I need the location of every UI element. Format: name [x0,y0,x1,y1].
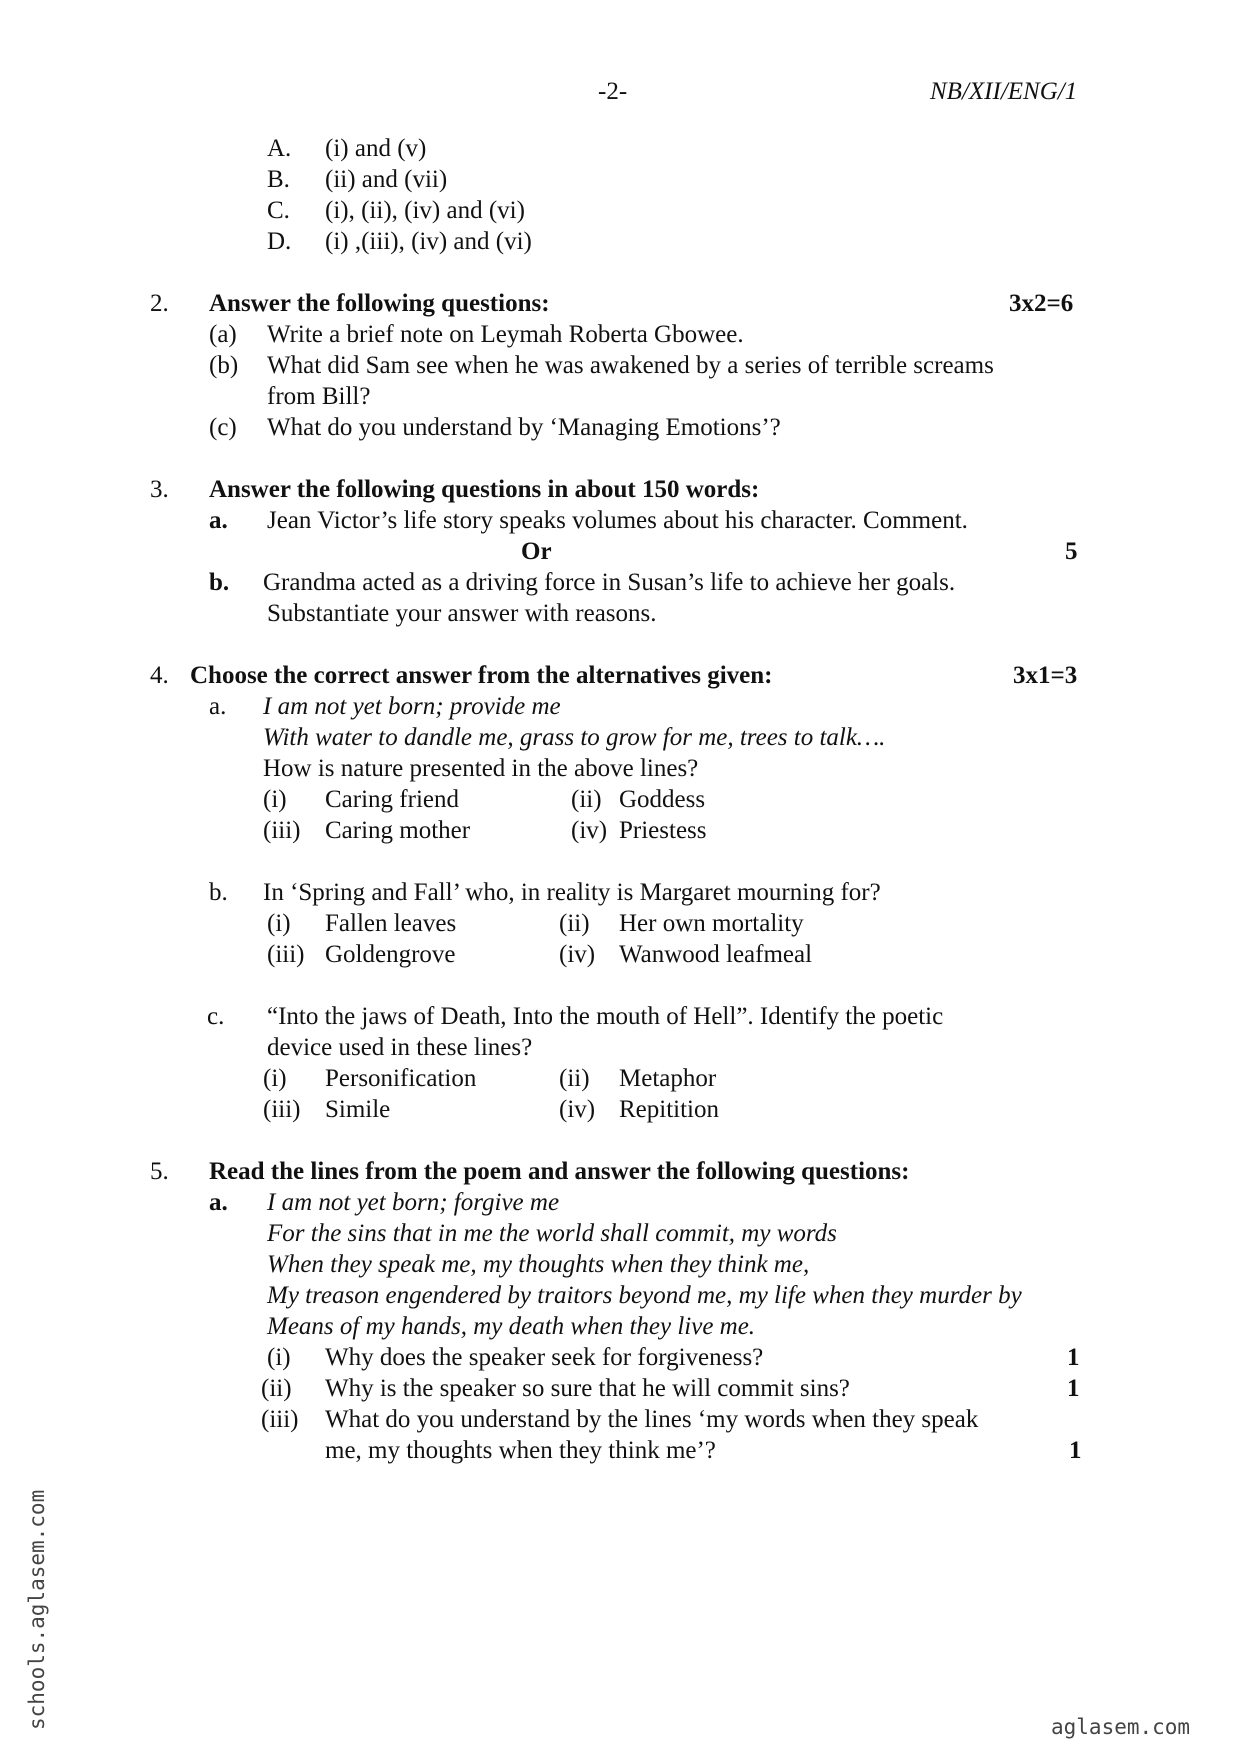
q5-poem-line: For the sins that in me the world shall commit, my words [267,1220,837,1247]
q4c-option-num: (iii) [263,1096,301,1123]
q1-option-letter: A. [267,135,292,162]
q4-marks: 3x1=3 [1013,662,1078,689]
q3-marks: 5 [1065,538,1078,565]
q3-b-label: b. [209,569,230,596]
q2-item-text-cont: from Bill? [267,383,371,410]
q5-heading: Read the lines from the poem and answer the following questions: [209,1158,910,1185]
q4c-option-num: (i) [263,1065,287,1092]
q3-a-text: Jean Victor’s life story speaks volumes about his character. Comment. [267,507,968,534]
q4c-option-num: (iv) [559,1096,596,1123]
q5-sub-text: Why is the speaker so sure that he will commit sins? [325,1375,850,1402]
q4c-question-cont: device used in these lines? [267,1034,533,1061]
q4c-question: “Into the jaws of Death, Into the mouth of Hell”. Identify the poetic [267,1003,944,1030]
q2-item-text: What do you understand by ‘Managing Emotions’? [267,414,781,441]
q5-a-label: a. [209,1189,228,1216]
q4b-option-text: Her own mortality [619,910,804,937]
q4b-question: In ‘Spring and Fall’ who, in reality is Margaret mourning for? [263,879,881,906]
q4a-option-num: (i) [263,786,287,813]
q2-item-label: (a) [209,321,237,348]
q5-sub-text-cont: me, my thoughts when they think me’? [325,1437,716,1464]
q4c-option-text: Simile [325,1096,391,1123]
q1-option-text: (i) and (v) [325,135,427,162]
q2-marks: 3x2=6 [1009,290,1074,317]
q5-poem-line: My treason engendered by traitors beyond me, my life when they murder by [267,1282,1022,1309]
q4a-option-num: (iii) [263,817,301,844]
q1-option-text: (i), (ii), (iv) and (vi) [325,197,525,224]
paper-code: NB/XII/ENG/1 [930,78,1078,105]
q5-number: 5. [150,1158,169,1185]
q4a-question: How is nature presented in the above lines? [263,755,699,782]
q4-number: 4. [150,662,169,689]
q2-item-text: What did Sam see when he was awakened by a series of terrible screams [267,352,994,379]
q5-poem-line: When they speak me, my thoughts when they think me, [267,1251,810,1278]
q4c-option-num: (ii) [559,1065,590,1092]
q4a-option-text: Caring friend [325,786,459,813]
q2-number: 2. [150,290,169,317]
q1-option-text: (ii) and (vii) [325,166,448,193]
q4c-option-text: Metaphor [619,1065,717,1092]
q5-sub-text: Why does the speaker seek for forgiveness? [325,1344,764,1371]
q3-number: 3. [150,476,169,503]
q2-item-label: (b) [209,352,239,379]
q3-b-text: Grandma acted as a driving force in Susan’s life to achieve her goals. [263,569,956,596]
q4c-option-text: Repitition [619,1096,719,1123]
q2-heading: Answer the following questions: [209,290,550,317]
q4a-label: a. [209,693,227,720]
q4b-option-text: Wanwood leafmeal [619,941,813,968]
q4-heading: Choose the correct answer from the alternatives given: [190,662,773,689]
q4a-option-num: (ii) [571,786,602,813]
q4b-option-text: Goldengrove [325,941,456,968]
q4b-option-num: (iv) [559,941,596,968]
q5-sub-marks: 1 [1067,1344,1080,1371]
q4c-option-text: Personification [325,1065,477,1092]
q4b-option-num: (iii) [267,941,305,968]
q4a-option-text: Goddess [619,786,706,813]
q4b-label: b. [209,879,228,906]
q3-or: Or [521,538,552,565]
q4a-option-text: Priestess [619,817,707,844]
side-watermark: schools.aglasem.com [25,1489,49,1730]
q4b-option-num: (i) [267,910,291,937]
q4a-option-num: (iv) [571,817,608,844]
q5-sub-text: What do you understand by the lines ‘my words when they speak [325,1406,979,1433]
q3-heading: Answer the following questions in about 150 words: [209,476,760,503]
q2-item-text: Write a brief note on Leymah Roberta Gbowee. [267,321,744,348]
q5-sub-marks: 1 [1067,1375,1080,1402]
q5-sub-num: (iii) [261,1406,299,1433]
q5-sub-marks: 1 [1069,1437,1082,1464]
q4a-option-text: Caring mother [325,817,471,844]
q4b-option-text: Fallen leaves [325,910,457,937]
footer-watermark: aglasem.com [1051,1715,1191,1739]
q3-a-label: a. [209,507,228,534]
q2-item-label: (c) [209,414,237,441]
q4b-option-num: (ii) [559,910,590,937]
q5-sub-num: (i) [267,1344,291,1371]
q3-b-text-cont: Substantiate your answer with reasons. [267,600,657,627]
q5-poem-line: I am not yet born; forgive me [267,1189,560,1216]
q4a-poem-line: I am not yet born; provide me [263,693,561,720]
page-number: -2- [598,78,628,105]
q4c-label: c. [207,1003,225,1030]
q1-option-letter: C. [267,197,290,224]
q5-poem-line: Means of my hands, my death when they live me. [267,1313,756,1340]
q5-sub-num: (ii) [261,1375,292,1402]
q4a-poem-line: With water to dandle me, grass to grow for me, trees to talk…. [263,724,886,751]
q1-option-text: (i) ,(iii), (iv) and (vi) [325,228,532,255]
q1-option-letter: D. [267,228,292,255]
q1-option-letter: B. [267,166,290,193]
